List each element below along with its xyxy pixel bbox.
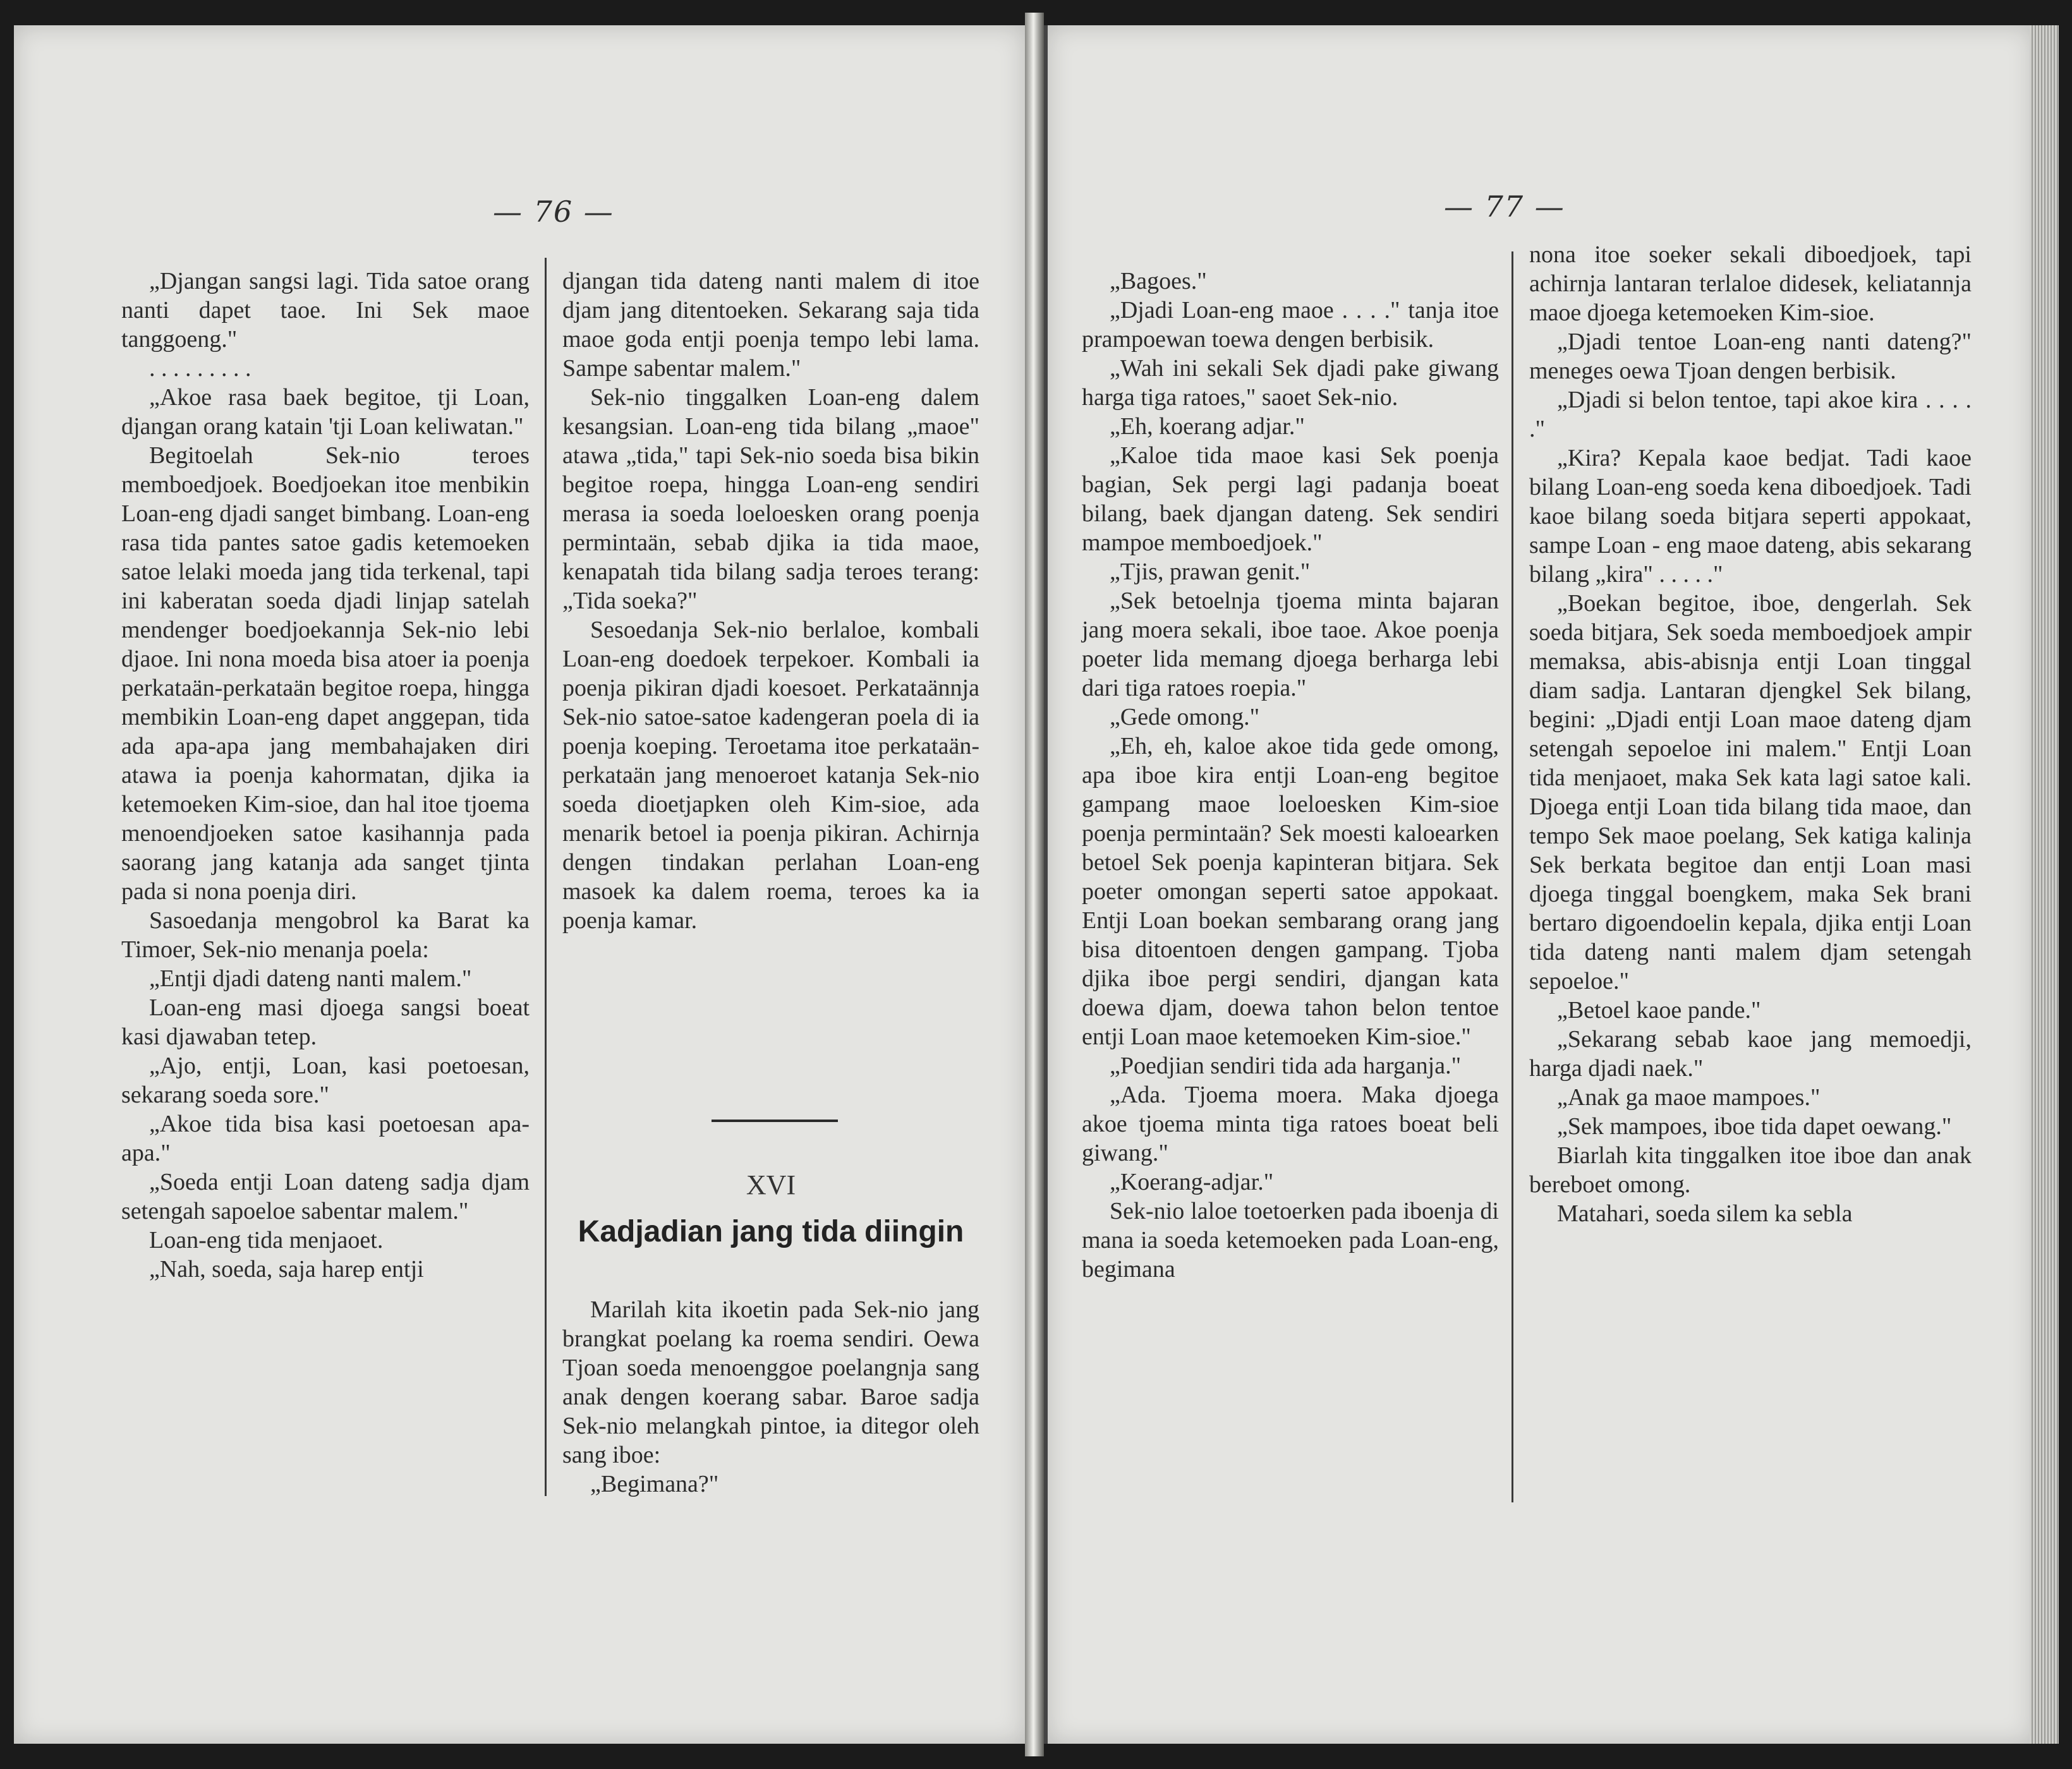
column-divider-right xyxy=(1512,251,1513,1502)
paragraph: „Begimana?" xyxy=(590,1471,719,1497)
paragraph: „Poedjian sendiri tida ada harganja." xyxy=(1110,1053,1462,1079)
page-edges xyxy=(2030,25,2059,1744)
paragraph: „Sekarang sebab kaoe jang memoedji, harga djadi naek." xyxy=(1529,1026,1972,1082)
paragraph: „Djadi tentoe Loan-eng nanti dateng?" meneges oewa Tjoan dengen berbisik. xyxy=(1529,329,1972,384)
right-column-1 xyxy=(1082,267,1499,1284)
right-column-2 xyxy=(1529,240,1972,1228)
paragraph: Matahari, soeda silem ka sebla xyxy=(1557,1200,1853,1227)
paragraph: „Gede omong." xyxy=(1110,704,1260,730)
paragraph: „Nah, soeda, saja harep entji xyxy=(149,1256,424,1283)
paragraph: „Akoe tida bisa kasi poetoesan apa-apa." xyxy=(121,1111,530,1166)
paragraph: „Eh, eh, kaloe akoe tida gede omong, apa iboe kira entji Loan-eng begitoe gampang maoe loeloesken Kim-sioe poenja permintaän? Sek moesti kaloearken betoel Sek poenja kapinteran bitjara. Sek poeter omongan seperti satoe appokaat. Entji Loan boekan sembarang orang jang bisa ditoentoen dengen gampang. Tjoba djika iboe pergi sendiri, djangan kata doewa djam, doewa tahon belon tentoe entji Loan maoe ketemoeken Kim-sioe." xyxy=(1082,733,1499,1050)
paragraph: „Tjis, prawan genit." xyxy=(1110,558,1311,585)
section-divider xyxy=(712,1120,838,1122)
page-number-left: — 76 — xyxy=(493,195,614,229)
paragraph: Begitoelah Sek-nio teroes memboedjoek. Boedjoekan itoe menbikin Loan-eng djadi sanget bimbang. Loan-eng rasa tida pantes satoe gadis ketemoeken satoe lelaki moeda jang tida terkenal, tapi ini kaberatan soeda djadi linjap satelah mendenger boedjoekannja Sek-nio lebi djaoe. Ini nona moeda bisa atoer ia poenja perkataän-perkataän begitoe roepa, hingga membikin Loan-eng dapet anggepan, tida ada apa-apa jang membahajaken diri atawa ia poenja kahormatan, djika ia ketemoeken Kim-sioe, dan hal itoe tjoema menoendjoeken satoe kasihannja pada saorang jang katanja ada sanget tjinta pada si nona poenja diri. xyxy=(121,442,530,905)
paragraph: „Akoe rasa baek begitoe, tji Loan, djangan orang katain 'tji Loan keliwatan." xyxy=(121,384,530,440)
paragraph: Sek-nio tinggalken Loan-eng dalem kesangsian. Loan-eng tida bilang „maoe" atawa „tida," tapi Sek-nio soeda bisa bikin begitoe roepa, hingga Loan-eng sendiri merasa ia soeda loeloesken orang poenja permintaän, sebab djika ia tida maoe, kenapatah tida bilang sadja teroes terang: „Tida soeka?" xyxy=(562,384,979,614)
paragraph: „Anak ga maoe mampoes." xyxy=(1557,1084,1821,1111)
paragraph: „Bagoes." xyxy=(1110,268,1207,294)
paragraph: „Kira? Kepala kaoe bedjat. Tadi kaoe bilang Loan-eng soeda kena diboedjoek. Tadi kaoe bilang soeda bitjara seperti appokaat, sampe Loan - eng maoe dateng, abis sekarang bilang „kira" . . . . ." xyxy=(1529,445,1972,588)
paragraph: „Koerang-adjar." xyxy=(1110,1169,1274,1195)
left-column-2-after-heading xyxy=(562,1295,979,1499)
paragraph: „Eh, koerang adjar." xyxy=(1110,413,1305,440)
paragraph: Loan-eng tida menjaoet. xyxy=(149,1227,384,1253)
paragraph: „Djadi Loan-eng maoe . . . ." tanja itoe prampoewan toewa dengen berbisik. xyxy=(1082,297,1499,353)
page-number-right: — 77 — xyxy=(1444,190,1565,224)
paragraph: Loan-eng masi djoega sangsi boeat kasi djawaban tetep. xyxy=(121,994,530,1050)
paragraph: „Djangan sangsi lagi. Tida satoe orang nanti dapet taoe. Ini Sek maoe tanggoeng." xyxy=(121,268,530,353)
paragraph: „Ada. Tjoema moera. Maka djoega akoe tjoema minta tiga ratoes boeat beli giwang." xyxy=(1082,1082,1499,1166)
paragraph: Marilah kita ikoetin pada Sek-nio jang brangkat poelang ka roema sendiri. Oewa Tjoan soeda menoenggoe poelangnja sang anak dengen koerang sabar. Baroe sadja Sek-nio melangkah pintoe, ia ditegor oleh sang iboe: xyxy=(562,1296,979,1468)
paragraph: „Sek mampoes, iboe tida dapet oewang." xyxy=(1557,1113,1952,1140)
paragraph: „Boekan begitoe, iboe, dengerlah. Sek soeda bitjara, Sek soeda memboedjoek ampir memaksa, abis-abisnja entji Loan tinggal diam sadja. Lantaran djengkel Sek bilang, begini: „Djadi entji Loan maoe dateng djam setengah sepoeloe ini malem." Entji Loan tida menjaoet, maka Sek kata lagi satoe kali. Djoega entji Loan tida bilang tida maoe, dan tempo Sek maoe poelang, Sek katiga kalinja Sek berkata begitoe dan entji Loan masi djoega tinggal boengkem, maka Sek brani bertaro digoendoelin kepala, djika entji Loan tida dateng nanti malem djam setengah sepoeloe." xyxy=(1529,590,1972,994)
paragraph: „Wah ini sekali Sek djadi pake giwang harga tiga ratoes," saoet Sek-nio. xyxy=(1082,355,1499,411)
paragraph: „Entji djadi dateng nanti malem." xyxy=(149,965,472,992)
paragraph: „Kaloe tida maoe kasi Sek poenja bagian, Sek pergi lagi padanja boeat bilang, baek djangan dateng. Sek sendiri mampoe memboedjoek." xyxy=(1082,442,1499,556)
column-divider-left xyxy=(545,258,547,1496)
chapter-number: XVI xyxy=(746,1169,796,1200)
paragraph: „Ajo, entji, Loan, kasi poetoesan, sekarang soeda sore." xyxy=(121,1053,530,1108)
paragraph: „Sek betoelnja tjoema minta bajaran jang moera sekali, iboe taoe. Akoe poenja poeter lida memang djoega berharga lebi dari tiga ratoes roepia." xyxy=(1082,588,1499,701)
paragraph: nona itoe soeker sekali diboedjoek, tapi achirnja lantaran terlaloe didesek, keliatannja maoe djoega ketemoeken Kim-sioe. xyxy=(1529,241,1972,326)
paragraph: Sek-nio laloe toetoerken pada iboenja di mana ia soeda ketemoeken pada Loan-eng, begimana xyxy=(1082,1198,1499,1283)
paragraph: Biarlah kita tinggalken itoe iboe dan anak bereboet omong. xyxy=(1529,1142,1972,1198)
paragraph: Sasoedanja mengobrol ka Barat ka Timoer, Sek-nio menanja poela: xyxy=(121,907,530,963)
left-column-1 xyxy=(121,267,530,1284)
paragraph: Sesoedanja Sek-nio berlaloe, kombali Loan-eng doedoek terpekoer. Kombali ia poenja pikiran djadi koesoet. Perkataännja Sek-nio satoe-satoe kadengeran poela di ia poenja koeping. Teroetama itoe perkataän-perkataän jang menoeroet katanja Sek-nio soeda dioetjapken oleh Kim-sioe, ada menarik betoel ia poenja pikiran. Achirnja dengen tindakan perlahan Loan-eng masoek ka dalem roema, teroes ka ia poenja kamar. xyxy=(562,617,979,934)
paragraph: „Soeda entji Loan dateng sadja djam setengah sapoeloe sabentar malem." xyxy=(121,1169,530,1224)
paragraph: djangan tida dateng nanti malem di itoe djam jang ditentoeken. Sekarang saja tida maoe goda entji poenja tempo lebi lama. Sampe sabentar malem." xyxy=(562,268,979,382)
book-gutter xyxy=(1025,13,1044,1756)
paragraph: „Djadi si belon tentoe, tapi akoe kira . . . . ." xyxy=(1529,387,1972,442)
left-column-2 xyxy=(562,267,979,935)
chapter-title: Kadjadian jang tida diingin xyxy=(578,1215,964,1248)
ellipsis-line: . . . . . . . . . xyxy=(149,355,251,382)
paragraph: „Betoel kaoe pande." xyxy=(1557,997,1761,1023)
